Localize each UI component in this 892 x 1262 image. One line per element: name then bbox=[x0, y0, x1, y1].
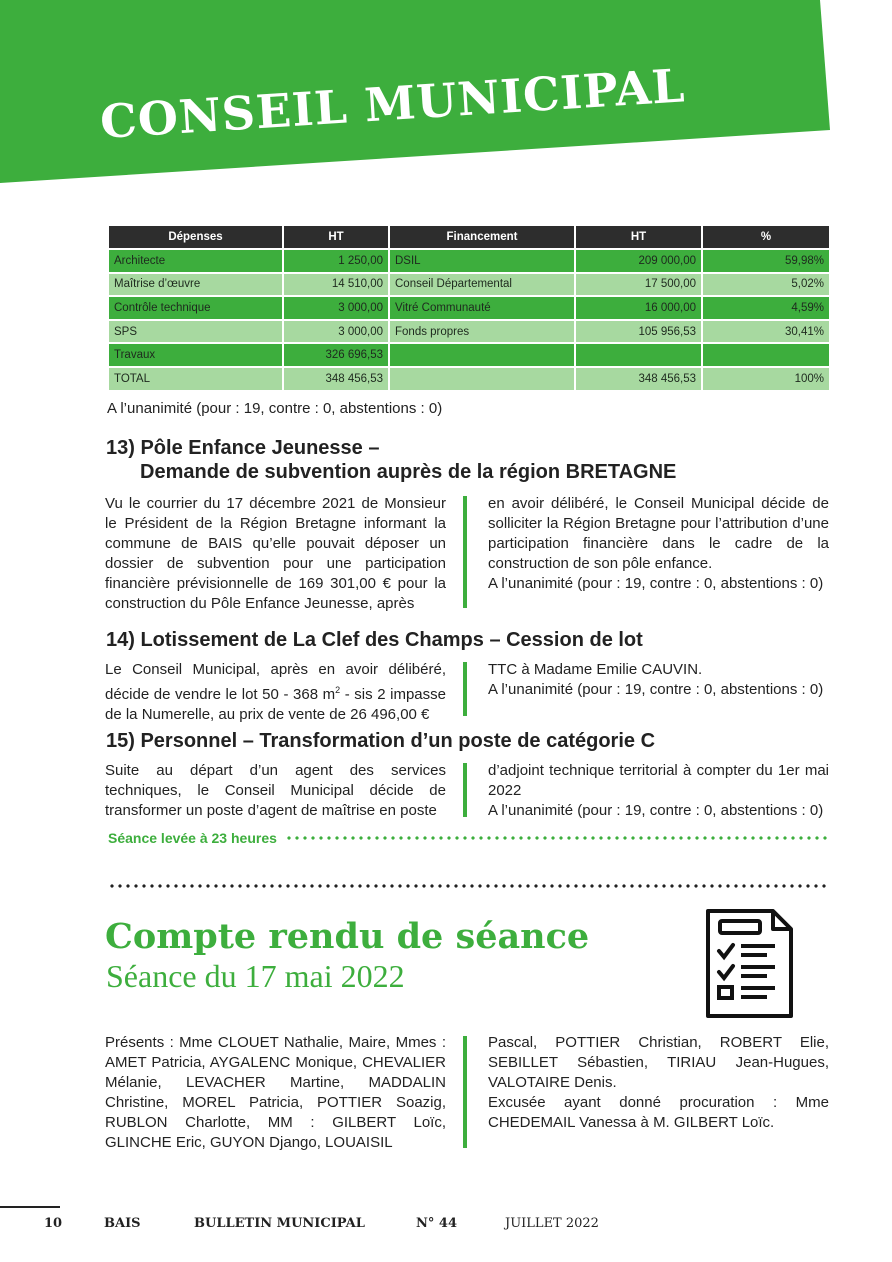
section-15-right-column bbox=[488, 761, 829, 821]
column-divider bbox=[463, 662, 467, 716]
table-cell: 17 500,00 bbox=[575, 273, 702, 297]
section-15-right-text: d’adjoint technique territorial à compter du 1er mai 2022 bbox=[488, 762, 829, 799]
column-divider bbox=[463, 1036, 467, 1148]
table-cell: TOTAL bbox=[108, 367, 283, 391]
column-divider bbox=[463, 496, 467, 608]
section-14-left-text: Le Conseil Municipal, après en avoir délibéré, décide de vendre le lot 50 - 368 $m^2$ - sis 2 impasse de la Numerelle, au prix de vente de 26 496,00 € bbox=[105, 661, 446, 723]
table-cell: 326 696,53 bbox=[283, 343, 389, 367]
section-13-title-line2: Demande de subvention auprès de la région BRETAGNE bbox=[140, 461, 677, 483]
section-13-right-column bbox=[488, 494, 829, 594]
section-15-title: 15) Personnel – Transformation d’un poste de catégorie C bbox=[106, 730, 656, 752]
column-divider bbox=[463, 763, 467, 817]
budget-table bbox=[107, 226, 831, 392]
table-cell bbox=[389, 343, 575, 367]
table-cell: 16 000,00 bbox=[575, 296, 702, 320]
table-cell: Travaux bbox=[108, 343, 283, 367]
header-depenses: Dépenses bbox=[108, 226, 283, 249]
footer-date: JUILLET 2022 bbox=[505, 1216, 599, 1231]
table-cell: Fonds propres bbox=[389, 320, 575, 344]
table-cell: Conseil Départemental bbox=[389, 273, 575, 297]
footer-rule bbox=[0, 1206, 60, 1208]
table-cell: 30,41% bbox=[702, 320, 830, 344]
table-row bbox=[108, 320, 830, 344]
table-cell: Maîtrise d’œuvre bbox=[108, 273, 283, 297]
table-cell: 14 510,00 bbox=[283, 273, 389, 297]
compte-rendu-right-text: Pascal, POTTIER Christian, ROBERT Elie, SEBILLET Sébastien, TIRIAU Jean-Hugues, VALOTAIRE Denis. bbox=[488, 1034, 829, 1091]
table-cell: 4,59% bbox=[702, 296, 830, 320]
compte-rendu-subtitle: Séance du 17 mai 2022 bbox=[106, 958, 405, 994]
footer-issue: N° 44 bbox=[416, 1216, 457, 1231]
table-cell: Vitré Communauté bbox=[389, 296, 575, 320]
footer-page-number: 10 bbox=[44, 1216, 63, 1231]
table-row bbox=[108, 273, 830, 297]
dotted-separator bbox=[285, 836, 830, 840]
section-15-left-text: Suite au départ d’un agent des services techniques, le Conseil Municipal décide de transformer un poste d’agent de maîtrise en poste bbox=[105, 762, 446, 819]
compte-rendu-excused: Excusée ayant donné procuration : Mme CHEDEMAIL Vanessa à M. GILBERT Loïc. bbox=[488, 1094, 829, 1131]
table-row-total bbox=[108, 367, 830, 391]
section-13-title-line1: 13) Pôle Enfance Jeunesse – bbox=[106, 437, 380, 459]
compte-rendu-title: Compte rendu de séance bbox=[105, 916, 590, 957]
seance-levee-line bbox=[108, 828, 830, 848]
table-row bbox=[108, 343, 830, 367]
dotted-divider bbox=[108, 884, 830, 888]
table-header-row bbox=[108, 226, 830, 249]
section-14-vote: A l’unanimité (pour : 19, contre : 0, abstentions : 0) bbox=[488, 681, 824, 698]
table-cell: 209 000,00 bbox=[575, 249, 702, 273]
section-13-vote: A l’unanimité (pour : 19, contre : 0, abstentions : 0) bbox=[488, 575, 824, 592]
checklist-document-icon bbox=[703, 908, 795, 1025]
section-14-right-column bbox=[488, 660, 829, 700]
table-cell: 348 456,53 bbox=[575, 367, 702, 391]
header-ht-financement: HT bbox=[575, 226, 702, 249]
section-15-vote: A l’unanimité (pour : 19, contre : 0, abstentions : 0) bbox=[488, 802, 824, 819]
section-15-left-column bbox=[105, 761, 446, 821]
table-cell: 5,02% bbox=[702, 273, 830, 297]
table-cell bbox=[389, 367, 575, 391]
section-14-title: 14) Lotissement de La Clef des Champs – Cession de lot bbox=[106, 629, 643, 651]
table-cell: 59,98% bbox=[702, 249, 830, 273]
section-13-right-text: en avoir délibéré, le Conseil Municipal décide de solliciter la Région Bretagne pour l’attribution d’une participation financière dans le cadre de la construction de son pôle enfance. bbox=[488, 495, 829, 572]
table-cell: 3 000,00 bbox=[283, 320, 389, 344]
table-cell: 105 956,53 bbox=[575, 320, 702, 344]
section-14-left-column bbox=[105, 660, 446, 725]
header-ht-depenses: HT bbox=[283, 226, 389, 249]
header-percent: % bbox=[702, 226, 830, 249]
compte-rendu-left-text: Présents : Mme CLOUET Nathalie, Maire, Mmes : AMET Patricia, AYGALENC Monique, CHEVALIER Mélanie, LEVACHER Martine, MADDALIN Christine, MOREL Patricia, POTTIER Soazig, RUBLON Charlotte, MM : GILBERT Loïc, GLINCHE Eric, GUYON Django, LOUAISIL bbox=[105, 1034, 446, 1151]
compte-rendu-left-column bbox=[105, 1033, 446, 1153]
table-cell bbox=[575, 343, 702, 367]
table-vote-result: A l’unanimité (pour : 19, contre : 0, abstentions : 0) bbox=[107, 400, 443, 417]
table-cell: 1 250,00 bbox=[283, 249, 389, 273]
table-row bbox=[108, 296, 830, 320]
table-cell: 348 456,53 bbox=[283, 367, 389, 391]
footer-publication: BULLETIN MUNICIPAL bbox=[194, 1216, 365, 1231]
table-cell bbox=[702, 343, 830, 367]
table-cell: SPS bbox=[108, 320, 283, 344]
header-financement: Financement bbox=[389, 226, 575, 249]
table-cell: DSIL bbox=[389, 249, 575, 273]
footer-town: BAIS bbox=[104, 1216, 141, 1231]
section-13-left-text: Vu le courrier du 17 décembre 2021 de Monsieur le Président de la Région Bretagne informant la commune de BAIS qu’elle pouvait déposer un dossier de subvention pour une participation financière prévisionnelle de 169 301,00 € pour la construction du Pôle Enfance Jeunesse, après bbox=[105, 495, 446, 612]
page-title: CONSEIL MUNICIPAL bbox=[98, 58, 687, 150]
table-cell: Contrôle technique bbox=[108, 296, 283, 320]
compte-rendu-right-column bbox=[488, 1033, 829, 1133]
seance-levee-text: Séance levée à 23 heures bbox=[108, 830, 277, 846]
section-13-left-column bbox=[105, 494, 446, 614]
table-row bbox=[108, 249, 830, 273]
table-cell: Architecte bbox=[108, 249, 283, 273]
table-cell: 3 000,00 bbox=[283, 296, 389, 320]
table-cell: 100% bbox=[702, 367, 830, 391]
section-14-right-text: TTC à Madame Emilie CAUVIN. bbox=[488, 661, 703, 678]
header-banner bbox=[0, 0, 892, 190]
